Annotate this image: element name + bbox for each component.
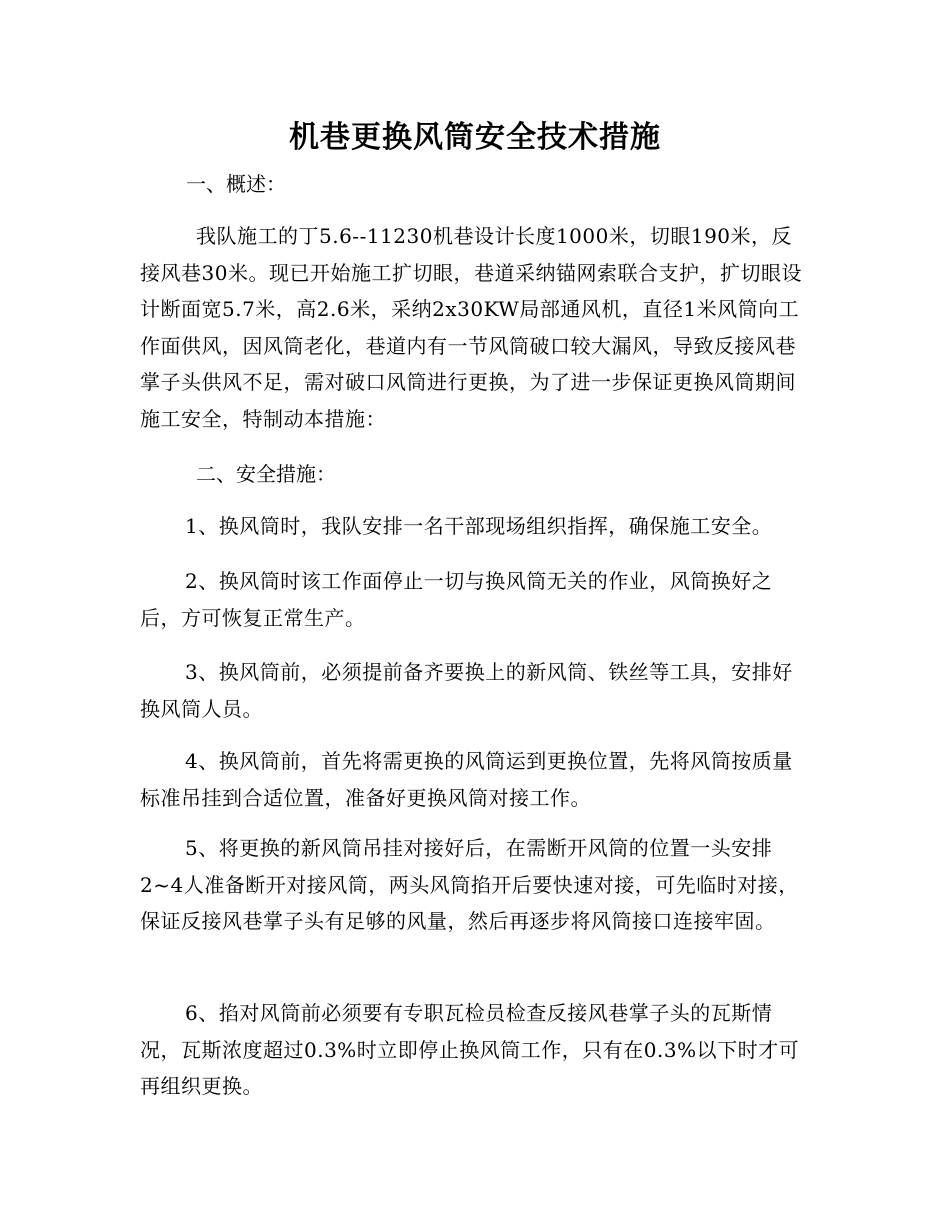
document-title: 机巷更换风筒安全技术措施 xyxy=(289,120,661,155)
measure-item-1: 1、换风筒时，我队安排一名干部现场组织指挥，确保施工安全。 xyxy=(185,514,773,538)
measure-item-6: 6、掐对风筒前必须要有专职瓦检员检查反接风巷掌子头的瓦斯情况，瓦斯浓度超过0.3%时立即停止换风筒工作，只有在0.3%以下时才可再组织更换。 xyxy=(140,1001,800,1098)
measure-item-4: 4、换风筒前，首先将需更换的风筒运到更换位置，先将风筒按质量标准吊挂到合适位置，准备好更换风筒对接工作。 xyxy=(140,749,793,810)
section-heading-overview: 一、概述： xyxy=(186,172,286,196)
overview-paragraph: 我队施工的丁5.6--11230机巷设计长度1000米，切眼190米，反接风巷30米。现已开始施工扩切眼，巷道采纳锚网索联合支护，扩切眼设计断面宽5.7米，高2.6米，采纳2x30KW局部通风机，直径1米风筒向工作面供风，因风筒老化，巷道内有一节风筒破口较大漏风，导致反接风巷掌子头供风不足，需对破口风筒进行更换，为了进一步保证更换风筒期间施工安全，特制动本措施： xyxy=(140,224,802,431)
measure-item-3: 3、换风筒前，必须提前备齐要换上的新风筒、铁丝等工具，安排好换风筒人员。 xyxy=(140,660,793,721)
section-heading-safety-measures: 二、安全措施： xyxy=(196,462,336,486)
measure-item-5: 5、将更换的新风筒吊挂对接好后，在需断开风筒的位置一头安排2~4人准备断开对接风筒，两头风筒掐开后要快速对接，可先临时对接，保证反接风巷掌子头有足够的风量，然后再逐步将风筒接口连接牢固。 xyxy=(140,836,799,933)
measure-item-2: 2、换风筒时该工作面停止一切与换风筒无关的作业，风筒换好之后，方可恢复正常生产。 xyxy=(140,569,773,630)
